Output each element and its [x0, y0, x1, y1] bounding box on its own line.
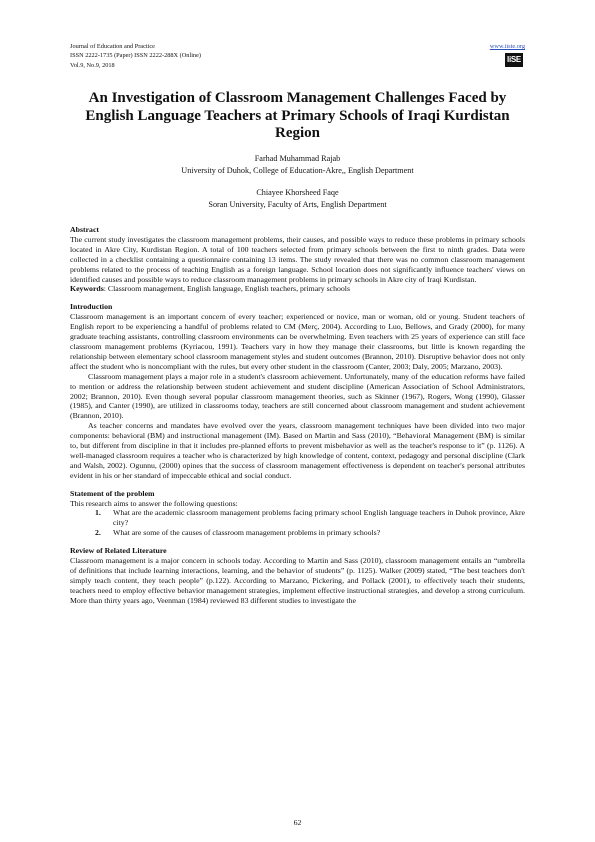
keywords-line [70, 284, 525, 294]
journal-name: Journal of Education and Practice [70, 43, 155, 50]
list-number: 2. [95, 528, 101, 538]
paper-title: An Investigation of Classroom Management Challenges Faced by English Language Teachers at Primary Schools of Iraqi Kurdistan Region [85, 90, 510, 141]
iiste-logo: IiSE [505, 53, 523, 67]
intro-paragraph: Classroom management plays a major role in a student's classroom achievement. Unfortunately, many of the education reforms have failed to mention or address the relationship between student achievement and student discipline (American Association of School Administrators, 2002; Brannon, 2010). Even though several popular classroom management theories, such as Skinner (1967), Rogers, Wong (1990), Glasser (1985), and Canter (1990), are utilized in classrooms today, teachers are still concerned about classroom management and student achievement (Brannon, 2010). [70, 371, 525, 421]
intro-paragraph: Classroom management is an important concern of every teacher; experienced or novice, man or woman, old or young. Student teachers of English report to be experiencing a handful of problems related to CM (Merç, 2004). According to Luo, Bellows, and Grady (2000), for many graduate teaching assistants, controlling classroom environments can be overwhelming. Even teachers with 25 years of experience can still face classroom management problems (Kyriacou, 1991). Teachers vary in how they manage their classrooms, but little is known regarding the relationship between elementary school classroom management styles and student outcomes (Brannon, 2010). Disruptive behavior does not only affect the student who is noncompliant with the rules, but every other student in the classroom (Canter, 2003; Daly, 2005; Marzano, 2003). [70, 312, 525, 371]
list-text: What are the academic classroom management problems facing primary school English language teachers in Duhok province, Akre city? [113, 508, 525, 528]
author-affiliation: Soran University, Faculty of Arts, English Department [208, 199, 387, 209]
list-item [70, 528, 525, 538]
author-name: Farhad Muhammad Rajab [254, 154, 341, 163]
list-text: What are some of the causes of classroom management problems in primary schools? [113, 528, 381, 538]
review-paragraph: Classroom management is a major concern in schools today. According to Martin and Sass (2010), classroom management entails an “umbrella of definitions that include learning interactions, learning, and the behavior of students” (p. 1125). Walker (2009) stated, “The best teachers don't simply teach content, they teach people” (p.122). According to Marzano, Pickering, and Pollack (2001), to effectively teach their students, teachers need to employ effective behavior management strategies, implement effective instructional strategies, and develop a strong curriculum. More than thirty years ago, Veenman (1984) reviewed 83 different studies to investigate the [70, 556, 525, 605]
list-number: 1. [95, 508, 101, 518]
abstract-text: The current study investigates the classroom management problems, their causes, and possible ways to reduce these problems in primary schools located in Akre City, Kurdistan Region. A total of 100 teachers selected from primary schools between the first to ninth grades. Data were collected in a checklist containing a questionnaire containing 13 items. The study revealed that there was no common classroom management problems related to the process of teaching English as a foreign language. School location does not significantly influence teachers' views on identified causes and possible ways to reduce classroom management problems in primary schools in Akre city of Iraqi Kurdistan. [70, 234, 525, 284]
introduction-heading: Introduction [70, 302, 113, 312]
problem-heading: Statement of the problem [70, 488, 155, 498]
research-questions-list [70, 508, 525, 538]
journal-url-link[interactable]: www.iiste.org [489, 43, 525, 50]
volume-line: Vol.9, No.9, 2018 [70, 61, 115, 69]
review-heading: Review of Related Literature [70, 546, 167, 556]
author-block-2 [70, 187, 525, 210]
paper-page [70, 0, 525, 842]
page-number: 62 [293, 818, 302, 827]
keywords-label: Keywords [70, 284, 104, 294]
keywords-text: : Classroom management, English language, English teachers, primary schools [103, 284, 350, 294]
intro-paragraph: As teacher concerns and mandates have evolved over the years, classroom management techniques have been divided into two major components: behavioral (BM) and instructional management (IM). Based on Martin and Sass (2010), “Behavioral Management (BM) is similar to, but different from discipline in that it includes pre-planned efforts to prevent misbehavior as well as the teacher's response to it” (p. 1126). A well-managed classroom requires a teacher who is characterized by high knowledge of content, context, pedagogy and personal discipline (Clark and Walsh, 2002). Ogunnu, (2000) opines that the success of classroom management effectiveness is dependent on teacher's personal attributes evident in his or her standard of impeccable ethical and social conduct. [70, 421, 525, 480]
abstract-heading: Abstract [70, 225, 100, 234]
list-item [70, 508, 525, 528]
paper-body [70, 225, 525, 606]
journal-header [70, 42, 525, 70]
problem-intro: This research aims to answer the following questions: [70, 498, 238, 508]
author-block-1 [70, 153, 525, 176]
author-affiliation: University of Duhok, College of Education-Akre,, English Department [181, 165, 414, 175]
issn-line: ISSN 2222-1735 (Paper) ISSN 2222-288X (Online) [70, 52, 201, 60]
author-name: Chiayee Khorsheed Faqe [256, 188, 339, 197]
